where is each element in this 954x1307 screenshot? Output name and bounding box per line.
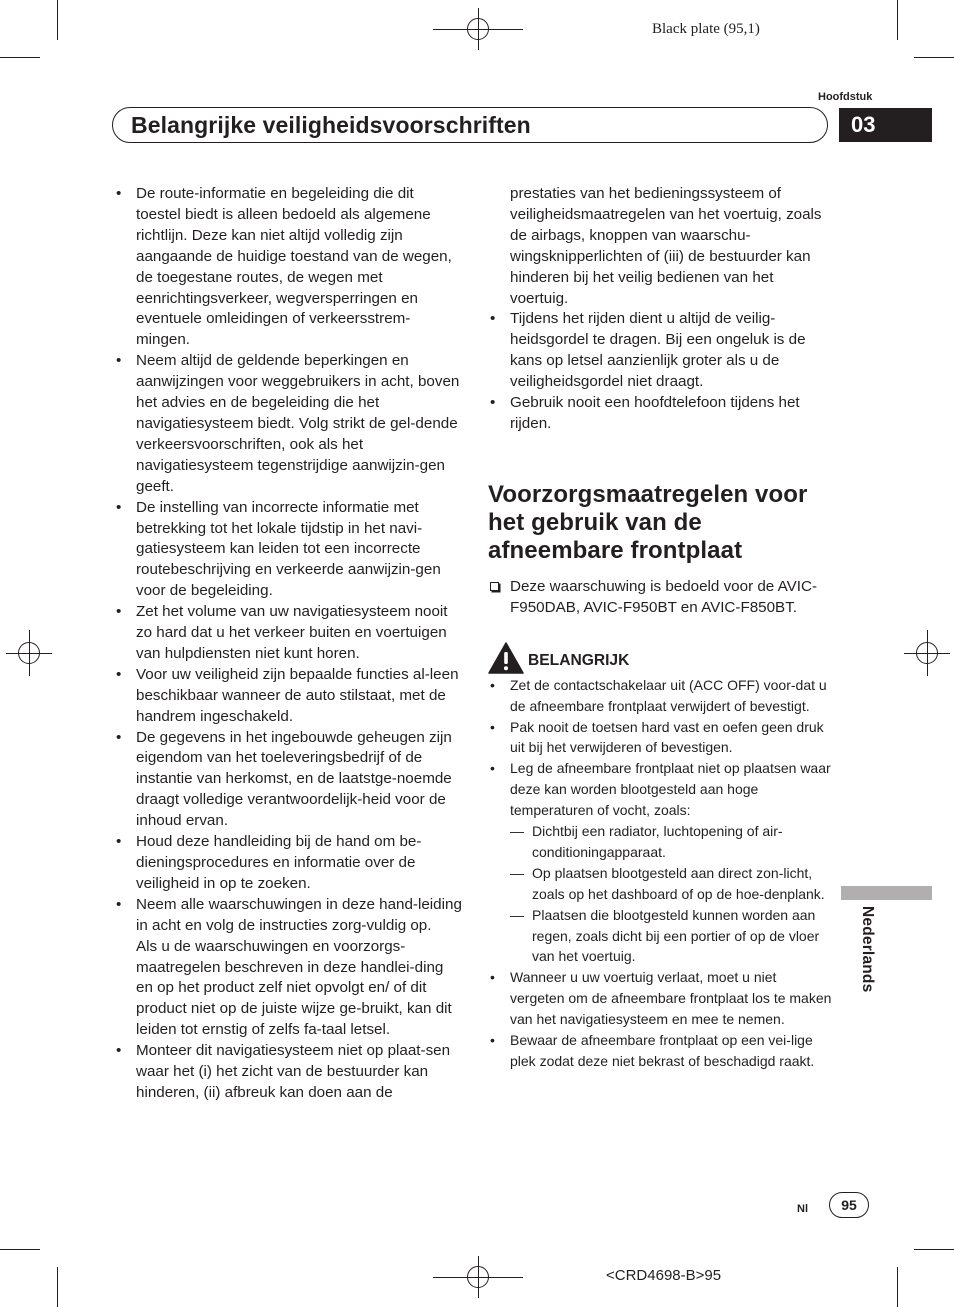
dash-item: — Op plaatsen blootgesteld aan direct zon-licht, zoals op het dashboard of op de hoe-denplank. [510, 863, 833, 905]
list-item: • Bewaar de afneembare frontplaat op een vei-lige plek zodat deze niet bekrast of beschadigd raakt. [488, 1030, 833, 1072]
list-item: • Wanneer u uw voertuig verlaat, moet u niet vergeten om de afneembare frontplaat los te maken van het navigatiesysteem en mee te nemen. [488, 967, 833, 1030]
safety-list-cont [114, 1041, 462, 1104]
list-item: • Zet de contactschakelaar uit (ACC OFF) voor-dat u de afneembare frontplaat verwijdert of bevestigt. [488, 675, 833, 717]
important-list [488, 675, 833, 1072]
language-tab [841, 886, 932, 900]
continuation-paragraph: Als u de waarschuwingen en voorzorgs-maatregelen beschreven in deze handlei-ding en op het product zelf niet opvolgt en/ of dit product niet op de juiste wijze ge-bruikt, kan dit leiden tot ernstig of zelfs fa-taal letsel. [136, 937, 452, 1039]
section-heading: Voorzorgsmaatregelen voor het gebruik van de afneembare frontplaat [488, 480, 808, 564]
language-code: Nl [797, 1203, 808, 1215]
list-item: • Voor uw veiligheid zijn bepaalde functies al-leen beschikbaar wanneer de auto stilstaat, met de handrem ingeschakeld. [114, 665, 462, 728]
list-item: • Neem alle waarschuwingen in deze hand-leiding in acht en volg de instructies zorg-vuldig op. [114, 895, 462, 937]
list-item-text: Leg de afneembare frontplaat niet op plaatsen waar deze kan worden blootgesteld aan hoge temperaturen of vocht, zoals: [510, 760, 831, 819]
dash-list [510, 821, 833, 967]
document-code: <CRD4698-B>95 [606, 1267, 722, 1284]
list-item: • Tijdens het rijden dient u altijd de veilig-heidsgordel te dragen. Bij een ongeluk is de kans op letsel aanzienlijk groter als u de veiligheidsgordel niet draagt. [488, 309, 833, 393]
check-note-text: Deze waarschuwing is bedoeld voor de AVIC-F950DAB, AVIC-F950BT en AVIC-F850BT. [510, 577, 818, 616]
safety-list [114, 184, 462, 937]
page-number: 95 [829, 1192, 869, 1218]
chapter-number: 03 [839, 108, 932, 142]
list-item: • De route-informatie en begeleiding die dit toestel biedt is alleen bedoeld als algemene richtlijn. Deze kan niet altijd volledig zijn aangaande de huidige toestand van de wegen, de toegestane routes, de wegen met eenrichtingsverkeer, wegversperringen en eventuele omleidingen of verkeersstrem-mingen. [114, 184, 462, 351]
safety-list-right [488, 309, 833, 434]
list-item: • Neem altijd de geldende beperkingen en aanwijzingen voor weggebruikers in acht, boven het advies en de begeleiding die het navigatiesysteem biedt. Volg strikt de gel-dende verkeersvoorschriften, ook als het navigatiesysteem tegenstrijdige aanwijzin-gen geeft. [114, 351, 462, 497]
left-column [114, 184, 462, 1104]
dash-item: — Plaatsen die blootgesteld kunnen worden aan regen, zoals dicht bij een portier of op de vloer van het voertuig. [510, 905, 833, 968]
list-item: • Gebruik nooit een hoofdtelefoon tijdens het rijden. [488, 393, 833, 435]
section-title: Belangrijke veiligheidsvoorschriften [112, 107, 828, 143]
dash-item: — Dichtbij een radiator, luchtopening of air-conditioningapparaat. [510, 821, 833, 863]
list-item: • De gegevens in het ingebouwde geheugen zijn eigendom van het toeleveringsbedrijf of de instantie van herkomst, en de laatstge-noemde draagt volledige verantwoordelijk-heid voor de inhoud ervan. [114, 728, 462, 833]
right-column [488, 184, 833, 1072]
list-item: • Houd deze handleiding bij de hand om be-dieningsprocedures en informatie over de veiligheid in op te zoeken. [114, 832, 462, 895]
list-item: • Zet het volume van uw navigatiesysteem nooit zo hard dat u het verkeer buiten en voertuigen van hulpdiensten niet kunt horen. [114, 602, 462, 665]
plate-label: Black plate (95,1) [652, 21, 760, 37]
important-content [488, 675, 833, 1072]
check-note [488, 577, 833, 619]
list-item: • De instelling van incorrecte informatie met betrekking tot het lokale tijdstip in het navi-gatiesysteem kan leiden tot een incorrecte routebeschrijving en verkeerde aanwijzin-gen voor de begeleiding. [114, 498, 462, 603]
important-header [488, 641, 833, 675]
chapter-label: Hoofdstuk [818, 91, 873, 103]
list-item: • Pak nooit de toetsen hard vast en oefen geen druk uit bij het verwijderen of bevestigen. [488, 717, 833, 759]
warning-icon [488, 642, 524, 674]
important-label: BELANGRIJK [528, 652, 630, 670]
list-item: • Monteer dit navigatiesysteem niet op plaat-sen waar het (i) het zicht van de bestuurder kan hinderen, (ii) afbreuk kan doen aan de [114, 1041, 462, 1104]
language-label: Nederlands [859, 906, 876, 993]
continued-text: prestaties van het bedieningssysteem of veiligheidsmaatregelen van het voertuig, zoals de airbags, knoppen van waarschu-wingsknipperlichten of (iii) de bestuurder kan hinderen bij het veilig bedienen van het voertuig. [510, 185, 822, 307]
list-item [488, 758, 833, 967]
checkbox-icon [490, 582, 499, 591]
